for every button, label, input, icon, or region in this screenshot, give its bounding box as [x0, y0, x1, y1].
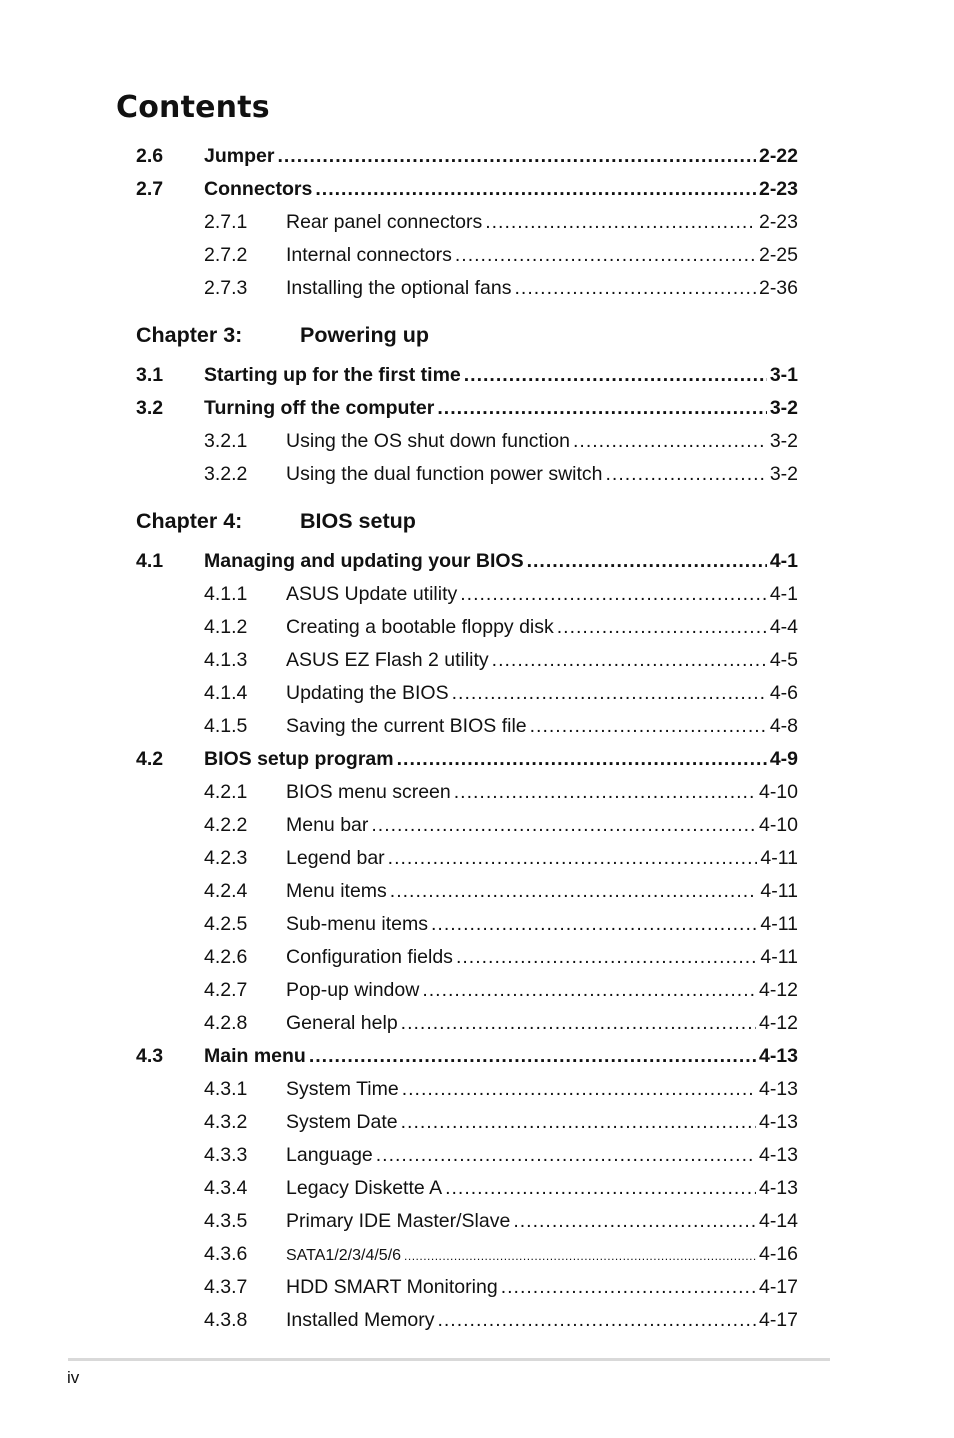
- toc-entry-number: 2.6: [136, 145, 164, 167]
- toc-entry-page: 4-11: [760, 946, 798, 968]
- toc-entry-number: 4.2.8: [204, 1012, 248, 1034]
- toc-subsection-entry[interactable]: [136, 1139, 798, 1172]
- toc-entry-label: Connectors: [204, 178, 313, 200]
- toc-entry-page: 2-23: [758, 178, 798, 200]
- toc-entry-page: 4-17: [758, 1309, 798, 1331]
- toc-entry-label: ASUS Update utility: [286, 583, 458, 605]
- toc-entry-number: 2.7.2: [204, 244, 248, 266]
- toc-entry-page: 4-10: [758, 781, 798, 803]
- toc-subsection-entry[interactable]: [136, 239, 798, 272]
- chapter-heading[interactable]: [136, 491, 798, 545]
- toc-entry-label: SATA1/2/3/4/5/6: [286, 1247, 402, 1264]
- toc-entry-page: 4-11: [760, 847, 798, 869]
- toc-entry-label: Using the dual function power switch: [286, 463, 603, 485]
- toc-entry-label: Internal connectors: [286, 244, 452, 266]
- toc-entry-page: 4-11: [760, 913, 798, 935]
- toc-entry-page: 4-12: [758, 1012, 798, 1034]
- toc-entry-label: BIOS menu screen: [286, 781, 451, 803]
- chapter-title: Powering up: [300, 323, 429, 347]
- toc-entry-page: 4-13: [758, 1045, 798, 1067]
- toc-dot-leader: [390, 875, 758, 908]
- toc-subsection-entry[interactable]: [136, 272, 798, 305]
- toc-subsection-entry[interactable]: [136, 578, 798, 611]
- toc-entry-number: 2.7.3: [204, 277, 248, 299]
- table-of-contents: [136, 140, 798, 1337]
- toc-entry-label: BIOS setup program: [204, 748, 394, 770]
- toc-subsection-entry[interactable]: [136, 458, 798, 491]
- toc-dot-leader: [606, 458, 767, 491]
- toc-entry-label: Installed Memory: [286, 1309, 435, 1331]
- toc-entry-page: 3-2: [769, 463, 798, 485]
- toc-entry-label: Updating the BIOS: [286, 682, 449, 704]
- toc-dot-leader: [376, 1139, 756, 1172]
- toc-entry-page: 4-10: [758, 814, 798, 836]
- toc-subsection-entry[interactable]: [136, 875, 798, 908]
- toc-entry-page: 4-4: [769, 616, 798, 638]
- toc-entry-label: Rear panel connectors: [286, 211, 483, 233]
- toc-dot-leader: [455, 239, 756, 272]
- toc-dot-leader: [573, 425, 767, 458]
- toc-entry-number: 4.1.4: [204, 682, 248, 704]
- toc-dot-leader: [454, 776, 756, 809]
- toc-entry-number: 4.3.2: [204, 1111, 248, 1133]
- toc-dot-leader: [464, 359, 767, 392]
- toc-entry-label: Legend bar: [286, 847, 385, 869]
- toc-entry-label: Jumper: [204, 145, 275, 167]
- toc-entry-page: 4-13: [758, 1144, 798, 1166]
- toc-dot-leader: [460, 578, 767, 611]
- toc-dot-leader: [315, 173, 756, 206]
- toc-entry-page: 3-2: [769, 397, 798, 419]
- toc-entry-page: 4-1: [769, 583, 798, 605]
- toc-section-entry[interactable]: [136, 1040, 798, 1073]
- footer-divider: [68, 1358, 830, 1361]
- chapter-heading[interactable]: [136, 305, 798, 359]
- toc-section-entry[interactable]: [136, 545, 798, 578]
- toc-entry-label: Installing the optional fans: [286, 277, 512, 299]
- chapter-number: Chapter 3:: [136, 323, 243, 347]
- toc-entry-label: Menu bar: [286, 814, 369, 836]
- toc-entry-label: Sub-menu items: [286, 913, 428, 935]
- toc-subsection-entry[interactable]: [136, 1073, 798, 1106]
- toc-dot-leader: [492, 644, 767, 677]
- toc-subsection-entry[interactable]: [136, 1205, 798, 1238]
- toc-dot-leader: [530, 710, 767, 743]
- toc-dot-leader: [397, 743, 767, 776]
- toc-entry-number: 4.2.3: [204, 847, 248, 869]
- toc-entry-label: Configuration fields: [286, 946, 453, 968]
- toc-entry-label: ASUS EZ Flash 2 utility: [286, 649, 489, 671]
- toc-entry-number: 4.3: [136, 1045, 164, 1067]
- toc-subsection-entry[interactable]: [136, 776, 798, 809]
- toc-subsection-entry[interactable]: [136, 1238, 798, 1271]
- toc-entry-page: 2-36: [758, 277, 798, 299]
- toc-dot-leader: [401, 1106, 756, 1139]
- toc-entry-label: General help: [286, 1012, 398, 1034]
- toc-entry-page: 4-14: [758, 1210, 798, 1232]
- toc-entry-label: HDD SMART Monitoring: [286, 1276, 498, 1298]
- toc-entry-number: 3.1: [136, 364, 164, 386]
- toc-subsection-entry[interactable]: [136, 611, 798, 644]
- toc-section-entry[interactable]: [136, 359, 798, 392]
- toc-subsection-entry[interactable]: [136, 842, 798, 875]
- toc-subsection-entry[interactable]: [136, 941, 798, 974]
- toc-entry-label: System Time: [286, 1078, 399, 1100]
- toc-entry-page: 3-2: [769, 430, 798, 452]
- toc-dot-leader: [527, 545, 767, 578]
- toc-entry-number: 4.2.5: [204, 913, 248, 935]
- toc-subsection-entry[interactable]: [136, 677, 798, 710]
- toc-entry-number: 4.2: [136, 748, 164, 770]
- toc-entry-number: 4.3.1: [204, 1078, 248, 1100]
- toc-section-entry[interactable]: [136, 173, 798, 206]
- toc-entry-label: Primary IDE Master/Slave: [286, 1210, 511, 1232]
- toc-entry-number: 4.3.3: [204, 1144, 248, 1166]
- toc-entry-page: 4-9: [769, 748, 798, 770]
- toc-dot-leader: [431, 908, 757, 941]
- toc-entry-page: 3-1: [769, 364, 798, 386]
- toc-entry-number: 4.1.1: [204, 583, 248, 605]
- toc-subsection-entry[interactable]: [136, 425, 798, 458]
- toc-dot-leader: [515, 272, 756, 305]
- toc-entry-number: 2.7: [136, 178, 164, 200]
- toc-section-entry[interactable]: [136, 743, 798, 776]
- toc-section-entry[interactable]: [136, 392, 798, 425]
- toc-section-entry[interactable]: [136, 140, 798, 173]
- toc-entry-number: 3.2.2: [204, 463, 248, 485]
- toc-dot-leader: [422, 974, 756, 1007]
- toc-entry-number: 3.2.1: [204, 430, 248, 452]
- toc-entry-page: 4-17: [758, 1276, 798, 1298]
- toc-entry-page: 4-12: [758, 979, 798, 1001]
- toc-dot-leader: [371, 809, 756, 842]
- toc-subsection-entry[interactable]: [136, 710, 798, 743]
- toc-dot-leader: [485, 206, 756, 239]
- toc-entry-number: 4.2.4: [204, 880, 248, 902]
- toc-entry-page: 4-1: [769, 550, 798, 572]
- toc-entry-number: 4.3.7: [204, 1276, 248, 1298]
- toc-entry-label: Creating a bootable floppy disk: [286, 616, 554, 638]
- toc-entry-number: 3.2: [136, 397, 164, 419]
- toc-dot-leader: [388, 842, 758, 875]
- toc-subsection-entry[interactable]: [136, 1172, 798, 1205]
- toc-dot-leader: [402, 1073, 756, 1106]
- toc-entry-page: 4-11: [760, 880, 798, 902]
- toc-entry-number: 4.3.8: [204, 1309, 248, 1331]
- toc-entry-page: 4-13: [758, 1078, 798, 1100]
- toc-entry-label: Menu items: [286, 880, 387, 902]
- toc-entry-page: 2-25: [758, 244, 798, 266]
- toc-subsection-entry[interactable]: [136, 974, 798, 1007]
- toc-entry-number: 4.3.5: [204, 1210, 248, 1232]
- toc-entry-page: 4-8: [769, 715, 798, 737]
- page-title: Contents: [116, 90, 270, 125]
- toc-entry-number: 4.3.6: [204, 1243, 248, 1265]
- toc-entry-label: Legacy Diskette A: [286, 1177, 443, 1199]
- toc-dot-leader: [501, 1271, 756, 1304]
- toc-entry-label: Saving the current BIOS file: [286, 715, 527, 737]
- toc-entry-number: 4.1.3: [204, 649, 248, 671]
- toc-entry-label: Using the OS shut down function: [286, 430, 570, 452]
- toc-dot-leader: [557, 611, 767, 644]
- toc-subsection-entry[interactable]: [136, 644, 798, 677]
- toc-dot-leader: [452, 677, 767, 710]
- toc-entry-number: 4.1: [136, 550, 164, 572]
- toc-entry-page: 4-13: [758, 1177, 798, 1199]
- toc-entry-number: 4.2.7: [204, 979, 248, 1001]
- toc-dot-leader: [437, 1304, 756, 1337]
- toc-subsection-entry[interactable]: [136, 1106, 798, 1139]
- toc-entry-label: Managing and updating your BIOS: [204, 550, 524, 572]
- toc-subsection-entry[interactable]: [136, 1007, 798, 1040]
- page-number: iv: [67, 1368, 80, 1387]
- toc-dot-leader: [309, 1040, 756, 1073]
- toc-entry-page: 2-23: [758, 211, 798, 233]
- toc-dot-leader: [277, 140, 756, 173]
- toc-entry-label: Pop-up window: [286, 979, 420, 1001]
- toc-subsection-entry[interactable]: [136, 809, 798, 842]
- toc-entry-label: Starting up for the first time: [204, 364, 461, 386]
- toc-dot-leader: [513, 1205, 756, 1238]
- toc-entry-label: Turning off the computer: [204, 397, 435, 419]
- toc-entry-page: 4-6: [769, 682, 798, 704]
- toc-dot-leader: [401, 1007, 756, 1040]
- toc-entry-label: Language: [286, 1144, 373, 1166]
- chapter-title: BIOS setup: [300, 509, 416, 533]
- toc-dot-leader: [445, 1172, 756, 1205]
- toc-entry-page: 2-22: [758, 145, 798, 167]
- toc-entry-page: 4-5: [769, 649, 798, 671]
- toc-entry-number: 4.1.2: [204, 616, 248, 638]
- toc-subsection-entry[interactable]: [136, 908, 798, 941]
- toc-subsection-entry[interactable]: [136, 206, 798, 239]
- toc-entry-label: Main menu: [204, 1045, 306, 1067]
- toc-entry-number: 2.7.1: [204, 211, 248, 233]
- toc-entry-number: 4.3.4: [204, 1177, 248, 1199]
- toc-entry-label: System Date: [286, 1111, 398, 1133]
- toc-entry-number: 4.1.5: [204, 715, 248, 737]
- toc-dot-leader: [404, 1240, 756, 1273]
- toc-dot-leader: [437, 392, 766, 425]
- toc-entry-page: 4-13: [758, 1111, 798, 1133]
- toc-entry-number: 4.2.6: [204, 946, 248, 968]
- chapter-number: Chapter 4:: [136, 509, 243, 533]
- toc-entry-number: 4.2.1: [204, 781, 248, 803]
- toc-subsection-entry[interactable]: [136, 1271, 798, 1304]
- toc-subsection-entry[interactable]: [136, 1304, 798, 1337]
- toc-dot-leader: [456, 941, 757, 974]
- toc-entry-page: 4-16: [758, 1243, 798, 1265]
- toc-entry-number: 4.2.2: [204, 814, 248, 836]
